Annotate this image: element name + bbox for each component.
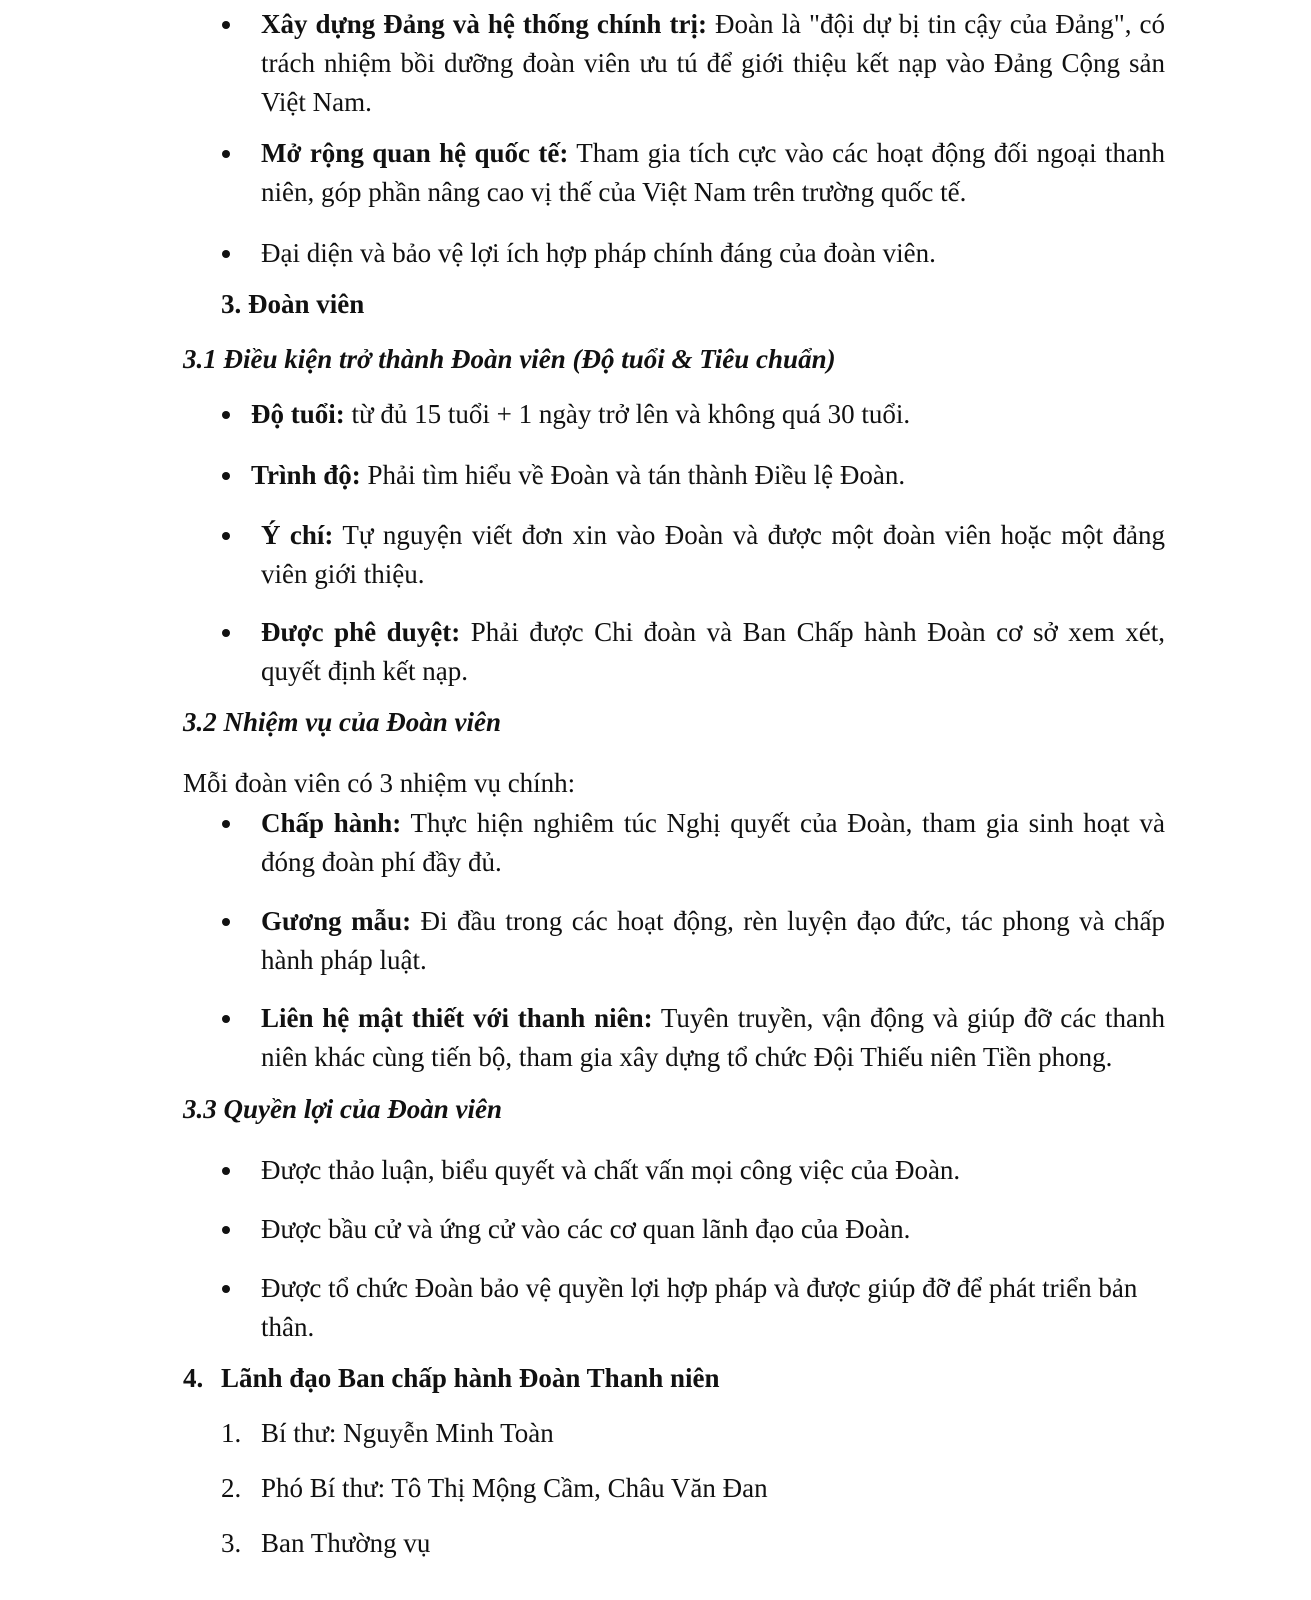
list-item: Phó Bí thư: Tô Thị Mộng Cầm, Châu Văn Đan xyxy=(261,1473,768,1503)
subsection-title-3-1: 3.1 Điều kiện trở thành Đoàn viên (Độ tuổi & Tiêu chuẩn) xyxy=(183,344,836,374)
bullet-term: Ý chí: xyxy=(261,520,334,550)
item-number: 2. xyxy=(221,1473,242,1503)
bullet-term: Trình độ: xyxy=(251,460,361,490)
bullet-dot xyxy=(222,1015,230,1023)
list-item xyxy=(261,804,1165,882)
list-item: Được thảo luận, biểu quyết và chất vấn mọi công việc của Đoàn. xyxy=(261,1155,961,1185)
bullet-term: Liên hệ mật thiết với thanh niên: xyxy=(261,1003,653,1033)
bullet-text: Thực hiện nghiêm túc Nghị quyết của Đoàn, tham gia sinh hoạt và đóng đoàn phí đầy đủ. xyxy=(261,808,1166,877)
heading-number: 4. xyxy=(183,1363,204,1393)
list-item xyxy=(251,395,1165,434)
list-item xyxy=(261,613,1165,691)
bullet-term: Chấp hành: xyxy=(261,808,402,838)
bullet-term: Mở rộng quan hệ quốc tế: xyxy=(261,138,569,168)
bullet-dot xyxy=(222,1167,230,1175)
subsection-title-3-3: 3.3 Quyền lợi của Đoàn viên xyxy=(183,1094,502,1124)
section-heading-3: 3. Đoàn viên xyxy=(221,289,365,319)
list-item xyxy=(261,516,1165,594)
bullet-text: từ đủ 15 tuổi + 1 ngày trở lên và không quá 30 tuổi. xyxy=(344,399,911,429)
bullet-dot xyxy=(222,629,230,637)
duties-intro: Mỗi đoàn viên có 3 nhiệm vụ chính: xyxy=(183,768,576,798)
list-item xyxy=(261,134,1165,212)
bullet-text: Tuyên truyền, vận động và giúp đỡ các thanh niên khác cùng tiến bộ, tham gia xây dựng tổ chức Đội Thiếu niên Tiền phong. xyxy=(261,1003,1165,1072)
bullet-dot xyxy=(222,150,230,158)
bullet-term: Gương mẫu: xyxy=(261,906,412,936)
bullet-text: Đi đầu trong các hoạt động, rèn luyện đạo đức, tác phong và chấp hành pháp luật. xyxy=(261,906,1165,975)
item-number: 1. xyxy=(221,1418,242,1448)
list-item: Được bầu cử và ứng cử vào các cơ quan lãnh đạo của Đoàn. xyxy=(261,1214,911,1244)
list-item: Bí thư: Nguyễn Minh Toàn xyxy=(261,1418,554,1448)
bullet-dot xyxy=(222,1226,230,1234)
list-item xyxy=(261,999,1165,1077)
bullet-text: Phải tìm hiểu về Đoàn và tán thành Điều lệ Đoàn. xyxy=(360,460,906,490)
list-item: Ban Thường vụ xyxy=(261,1528,431,1558)
bullet-text: Đại diện và bảo vệ lợi ích hợp pháp chính đáng của đoàn viên. xyxy=(261,238,936,268)
bullet-dot xyxy=(222,918,230,926)
bullet-dot xyxy=(222,21,230,29)
bullet-dot xyxy=(222,532,230,540)
list-item xyxy=(261,234,1165,273)
subsection-title-3-2: 3.2 Nhiệm vụ của Đoàn viên xyxy=(183,707,502,737)
bullet-text: Đoàn là "đội dự bị tin cậy của Đảng", có trách nhiệm bồi dưỡng đoàn viên ưu tú để giới thiệu kết nạp vào Đảng Cộng sản Việt Nam. xyxy=(261,9,1165,117)
bullet-term: Xây dựng Đảng và hệ thống chính trị: xyxy=(261,9,707,39)
bullet-term: Độ tuổi: xyxy=(251,399,345,429)
bullet-text: Phải được Chi đoàn và Ban Chấp hành Đoàn cơ sở xem xét, quyết định kết nạp. xyxy=(261,617,1165,686)
bullet-text: Tham gia tích cực vào các hoạt động đối ngoại thanh niên, góp phần nâng cao vị thế của Việt Nam trên trường quốc tế. xyxy=(261,138,1165,207)
bullet-dot xyxy=(222,472,230,480)
heading-title: Lãnh đạo Ban chấp hành Đoàn Thanh niên xyxy=(221,1363,720,1393)
list-item: Được tổ chức Đoàn bảo vệ quyền lợi hợp pháp và được giúp đỡ để phát triển bản thân. xyxy=(261,1273,1138,1342)
list-item xyxy=(251,456,1165,495)
bullet-dot xyxy=(222,411,230,419)
list-item xyxy=(261,902,1165,980)
list-item xyxy=(261,5,1165,122)
bullet-dot xyxy=(222,1285,230,1293)
item-number: 3. xyxy=(221,1528,242,1558)
bullet-term: Được phê duyệt: xyxy=(261,617,461,647)
bullet-dot xyxy=(222,250,230,258)
bullet-text: Tự nguyện viết đơn xin vào Đoàn và được một đoàn viên hoặc một đảng viên giới thiệu. xyxy=(261,520,1165,589)
bullet-dot xyxy=(222,820,230,828)
